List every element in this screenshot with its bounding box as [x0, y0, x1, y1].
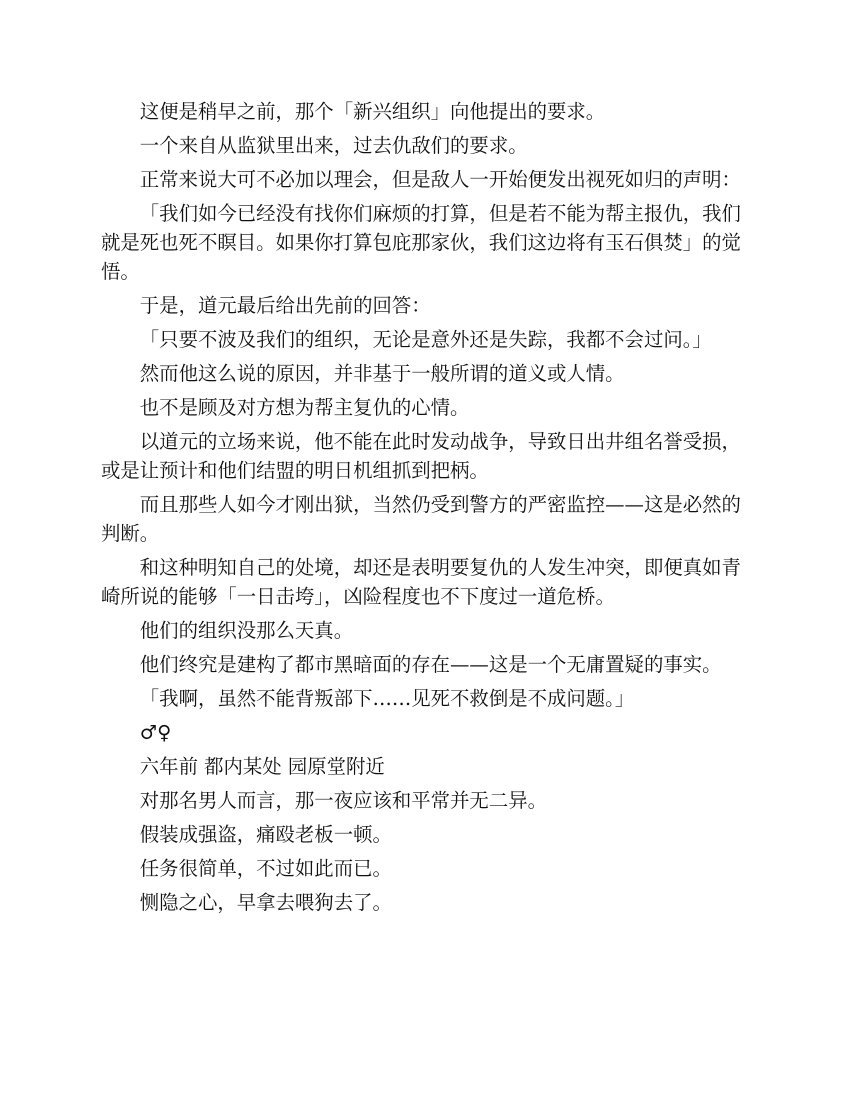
paragraph: 然而他这么说的原因，并非基于一般所谓的道义或人情。	[139, 362, 625, 385]
paragraph: 这便是稍早之前，那个「新兴组织」向他提出的要求。	[139, 100, 606, 123]
paragraph: 任务很简单，不过如此而已。	[139, 857, 392, 880]
paragraph: 也不是顾及对方想为帮主复仇的心情。	[139, 396, 470, 419]
paragraph: 对那名男人而言，那一夜应该和平常并无二异。	[139, 789, 547, 812]
paragraph: 「只要不波及我们的组织，无论是意外还是失踪，我都不会过问。」	[139, 328, 712, 351]
paragraph: 他们终究是建构了都市黑暗面的存在——这是一个无庸置疑的事实。	[139, 653, 722, 676]
document-page	[101, 97, 751, 922]
paragraph: 以道元的立场来说，他不能在此时发动战争，导致日出井组名誉受损，或是让预计和他们结盟的明日机组抓到把柄。	[101, 430, 741, 482]
paragraph: 他们的组织没那么天真。	[139, 619, 354, 642]
paragraph: 而且那些人如今才刚出狱，当然仍受到警方的严密监控——这是必然的判断。	[101, 493, 741, 545]
paragraph: 「我啊，虽然不能背叛部下……见死不救倒是不成问题。」	[139, 687, 635, 710]
scene-heading: 六年前 都内某处 园原堂附近	[139, 755, 385, 778]
paragraph: 假装成强盗，痛殴老板一顿。	[139, 823, 392, 846]
paragraph: 恻隐之心，早拿去喂狗去了。	[139, 891, 392, 914]
paragraph: 和这种明知自己的处境，却还是表明要复仇的人发生冲突，即便真如青崎所说的能够「一日击垮」，凶险程度也不下度过一道危桥。	[101, 556, 741, 608]
paragraph: 于是，道元最后给出先前的回答：	[139, 294, 431, 317]
scene-break-symbol: ♂♀	[139, 721, 172, 744]
paragraph: 正常来说大可不必加以理会，但是敌人一开始便发出视死如归的声明：	[139, 168, 741, 191]
paragraph: 「我们如今已经没有找你们麻烦的打算，但是若不能为帮主报仇，我们就是死也死不瞑目。如果你打算包庇那家伙，我们这边将有玉石俱焚」的觉悟。	[101, 202, 741, 283]
paragraph: 一个来自从监狱里出来，过去仇敌们的要求。	[139, 134, 528, 157]
